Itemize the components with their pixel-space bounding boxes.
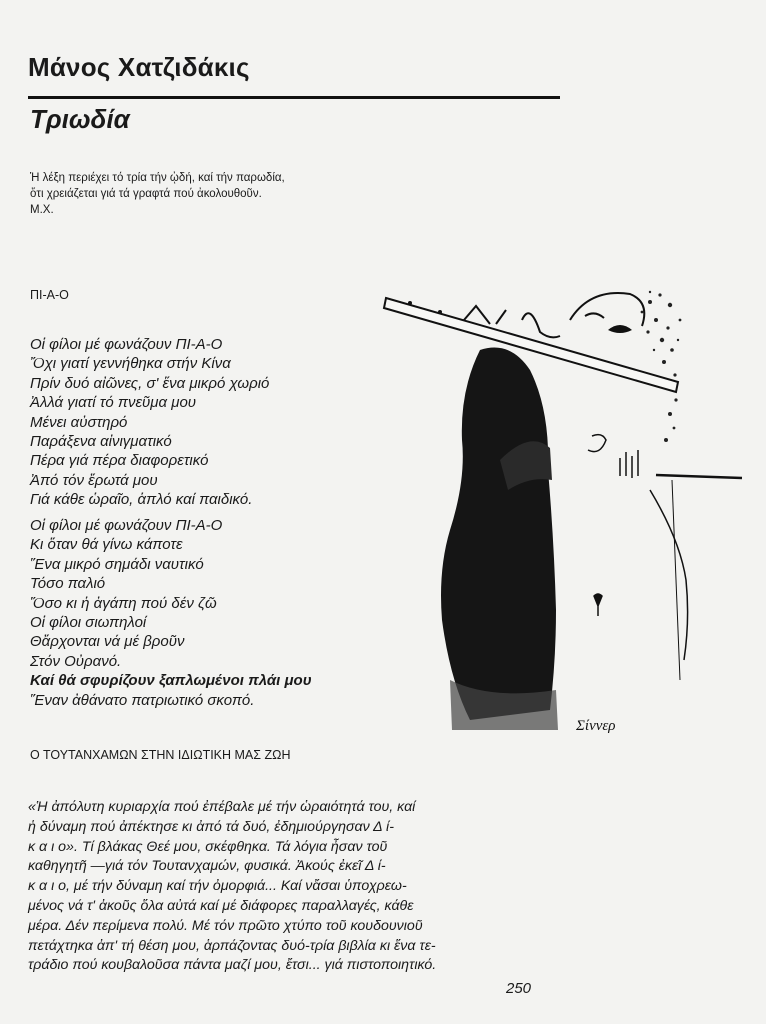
title-rule	[28, 96, 560, 99]
prose-line: μέρα. Δέν περίμενα πολύ. Μέ τόν πρῶτο χτύπο τοῦ κουδουνιοῦ	[28, 917, 423, 934]
poem-line: Ἀλλά γιατί τό πνεῦμα μου	[30, 394, 197, 412]
prose-line: τράδιο πού κουβαλοῦσα πάντα μαζί μου, ἔτσι... γιά πιστοποιητικό.	[28, 957, 437, 974]
shoulder-hatching	[620, 450, 638, 478]
poem-line: Οἱ φίλοι μέ φωνάζουν ΠΙ-Α-Ο	[30, 336, 223, 353]
poem-line: Ἀπό τόν ἔρωτά μου	[30, 471, 158, 489]
poem-line: Μένει αὐστηρό	[30, 413, 128, 431]
poem-line: Καί θά σφυρίζουν ξαπλωμένοι πλάι μου	[30, 672, 312, 690]
prose-line: πετάχτηκα ἀπ' τή θέση μου, ἁρπάζοντας δυό-τρία βιβλία κι ἕνα τε-	[28, 937, 436, 954]
poem-line: Ὄχι γιατί γεννήθηκα στήν Κίνα	[30, 355, 231, 373]
poem-line: Ἕνα μικρό σημάδι ναυτικό	[30, 555, 204, 573]
epigraph	[30, 170, 450, 218]
flute-player-illustration	[380, 280, 750, 740]
poem-stanza-1	[30, 335, 269, 510]
eye-icon	[608, 325, 632, 333]
prose-paragraph	[28, 798, 536, 976]
artist-signature: Σίννερ	[576, 718, 616, 734]
poem-line: Θἄρχονται νά μέ βροῦν	[30, 633, 185, 651]
work-title: Τριωδία	[30, 104, 130, 134]
epigraph-signature: Μ.Χ.	[30, 204, 54, 216]
hair-speckles	[641, 291, 682, 442]
prose-line: ἡ δύναμη πού ἀπέκτησε κι ἀπό τά δυό, ἐδημιούργησαν Δ ί-	[28, 818, 394, 835]
poem-line: Στόν Οὐρανό.	[30, 652, 122, 670]
prose-line: καθηγητῆ —γιά τόν Τουτανχαμών, φυσικά. Ἀκούς ἐκεῖ Δ ί-	[28, 858, 386, 875]
poem-line: Πέρα γιά πέρα διαφορετικό	[30, 452, 209, 470]
epigraph-line: Ἡ λέξη περιέχει τό τρία τήν ᾠδή, καί τήν παρωδία,	[30, 172, 285, 184]
author-name: Μάνος Χατζιδάκις	[28, 52, 250, 82]
hand	[522, 313, 560, 337]
poem-line: Παράξενα αἰνιγματικό	[30, 433, 172, 451]
head-outline	[570, 293, 644, 326]
poem-line: Γιά κάθε ὡραῖο, ἁπλό καί παιδικό.	[30, 491, 253, 509]
prose-line: κ α ι ο, μέ τήν δύναμη καί τήν ὀμορφιά... Καί νἄσαι ὑποχρεω-	[28, 878, 407, 895]
poem-line: Οἱ φίλοι μέ φωνάζουν ΠΙ-Α-Ο	[30, 517, 223, 534]
poem-line: Ὅσο κι ἡ ἀγάπη πού δέν ζῶ	[30, 594, 217, 612]
epigraph-line: ὅτι χρειάζεται γιά τά γραφτά πού ἀκολουθοῦν.	[30, 188, 262, 200]
flower-icon	[594, 594, 602, 616]
poem-line: Κι ὅταν θά γίνω κάποτε	[30, 536, 183, 554]
page-number: 250	[506, 980, 532, 997]
poem-line: Πρίν δυό αἰῶνες, σ' ἕνα μικρό χωριό	[30, 374, 270, 392]
section-heading-tutankhamun: Ο ΤΟΥΤΑΝΧΑΜΩΝ ΣΤΗΝ ΙΔΙΩΤΙΚΗ ΜΑΣ ΖΩΗ	[30, 748, 291, 762]
prose-line: «Ἡ ἀπόλυτη κυριαρχία πού ἐπέβαλε μέ τήν ὡραιότητά του, καί	[28, 799, 416, 815]
poem-line: Ἕναν ἀθάνατο πατριωτικό σκοπό.	[30, 691, 255, 709]
prose-line: κ α ι ο». Τί βλάκας Θεέ μου, σκέφθηκα. Τά λόγια ἦσαν τοῦ	[28, 838, 388, 855]
ink-shape	[441, 348, 556, 721]
prose-line: μένος νά τ' ἀκοῦς ὅλα αὐτά καί μέ διάφορες παραλλαγές, κάθε	[28, 897, 414, 914]
poem-stanza-2	[30, 516, 312, 710]
poem-heading: ΠΙ-Α-Ο	[30, 288, 69, 302]
poem-line: Τόσο παλιό	[30, 575, 106, 593]
torso-outline	[650, 490, 688, 660]
poem-line: Οἱ φίλοι σιωπηλοί	[30, 614, 147, 632]
